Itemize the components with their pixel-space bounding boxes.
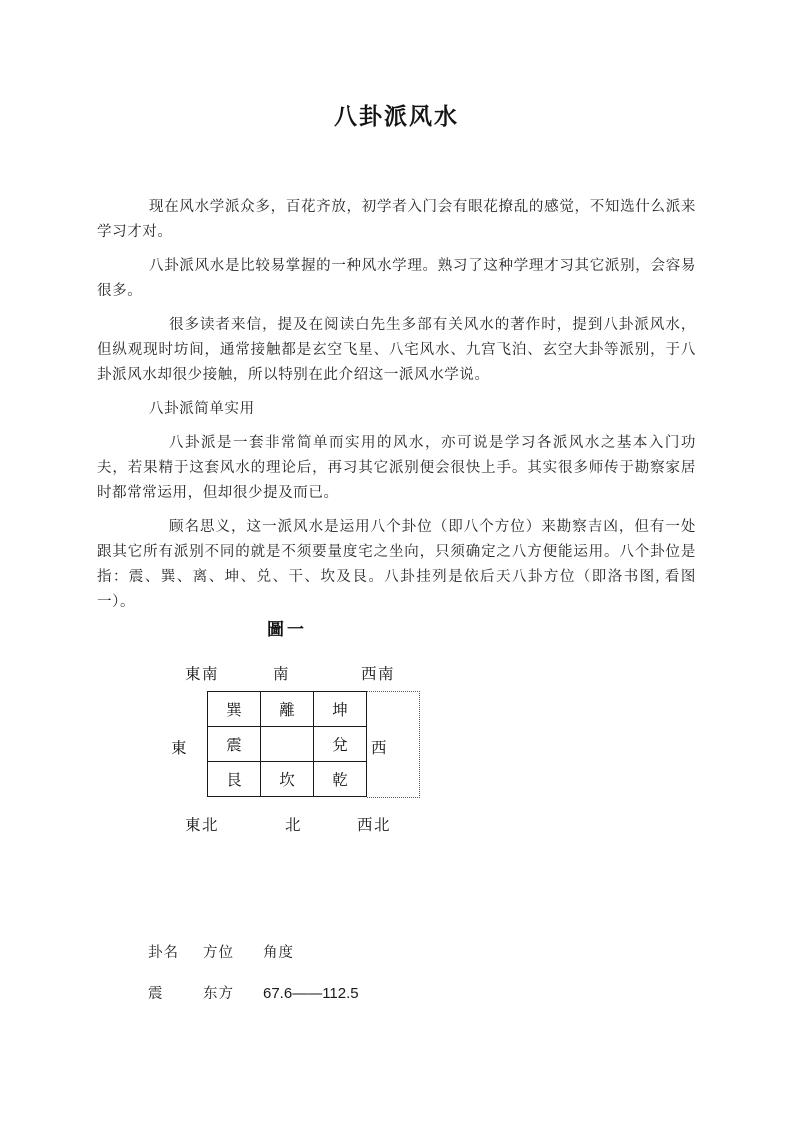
paragraph-intro: 现在风水学派众多，百花齐放，初学者入门会有眼花撩乱的感觉，不知选什么派来学习才对。 [97,199,696,240]
cell-direction: 东方 [203,986,234,1002]
page-title: 八卦派风水 [334,103,459,129]
gua-table-header-row [148,941,359,966]
document-body [97,195,696,615]
grid-cell-li: 離 [261,692,314,727]
gua-table-row-zhen [148,981,359,1007]
direction-label-south: 南 [273,666,291,683]
bagua-grid [207,691,367,797]
grid-cell-kan: 坎 [261,762,314,797]
direction-label-northeast: 東北 [185,817,220,834]
cell-angle-range: 67.6——112.5 [263,985,359,1002]
paragraph-readers-letters: 很多读者来信，提及在阅读白先生多部有关风水的著作时，提到八卦派风水，但纵观现时坊间，通常接触都是玄空飞星、八宅风水、九宫飞泊、玄空大卦等派别，于八卦派风水却很少接触，所以特别在此介绍这一派风水学说。 [97,317,696,383]
figure-caption: 圖一 [267,620,307,639]
cell-gua-name: 震 [148,986,164,1002]
direction-label-northwest: 西北 [357,817,392,834]
grid-cell-gen: 艮 [208,762,261,797]
grid-row-top [208,692,367,727]
section-heading-simple-practical: 八卦派简单实用 [149,401,255,417]
grid-cell-kun: 坤 [314,692,367,727]
paragraph-eight-positions: 顾名思义，这一派风水是运用八个卦位（即八个方位）来勘察吉凶，但有一处跟其它所有派别不同的就是不须要量度宅之坐向，只须确定之八方便能运用。八个卦位是指：震、巽、离、坤、兑、干、坎及艮。八卦挂列是依后天八卦方位（即洛书图, 看图一）。 [97,519,696,610]
table-header-angle: 角度 [263,945,294,961]
dotted-extension-outline [367,691,420,798]
grid-cell-center [261,727,314,762]
grid-cell-dui: 兌 [314,727,367,762]
table-header-gua-name: 卦名 [148,945,179,961]
grid-cell-qian: 乾 [314,762,367,797]
grid-row-middle [208,727,367,762]
grid-cell-xun: 巽 [208,692,261,727]
gua-angle-table [148,941,359,1022]
table-header-direction: 方位 [203,945,234,961]
direction-label-west: 西 [371,740,389,757]
direction-label-east: 東 [171,740,189,757]
direction-label-southwest: 西南 [361,666,396,683]
figure-one [0,612,793,857]
grid-row-bottom [208,762,367,797]
grid-cell-zhen: 震 [208,727,261,762]
paragraph-easy-to-learn: 八卦派风水是比较易掌握的一种风水学理。熟习了这种学理才习其它派别，会容易很多。 [97,258,696,299]
direction-label-southeast: 東南 [185,666,220,683]
paragraph-basic-kungfu: 八卦派是一套非常简单而实用的风水，亦可说是学习各派风水之基本入门功夫，若果精于这套风水的理论后，再习其它派别便会很快上手。其实很多师传于勘察家居时都常常运用，但却很少提及而已。 [97,435,696,501]
direction-label-north: 北 [285,817,303,834]
